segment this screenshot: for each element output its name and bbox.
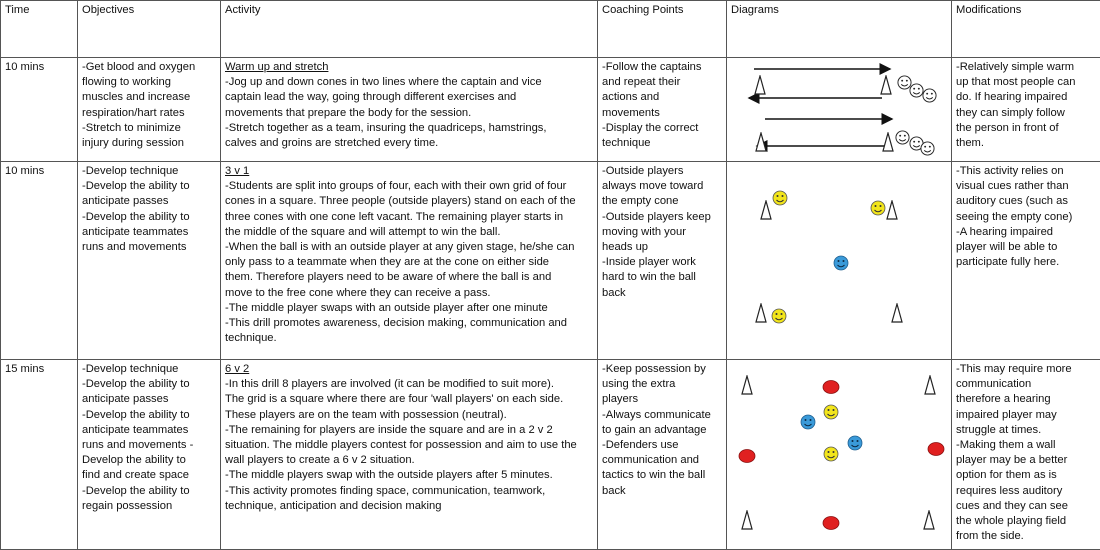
three-v-one-diagram [727, 162, 951, 359]
activity-cell: 3 v 1 -Students are split into groups of four, each with their own grid of four cones in a square. Three people (outside players) stand on each of the three cones with one cone left vacant. The remaining player starts in the middle of the square and will attempt to win the ball. -When the ball is with an outside player at any given stage, he/she can only pass to a teammate when they are at the cone on either side them. Therefore players need to be aware of where the ball is and move to the free cone where they can receive a pass. -The middle player swaps with an outside player after one minute -This drill promotes awareness, decision making, communication and technique. [221, 162, 598, 360]
header-coaching-points: Coaching Points [598, 1, 727, 58]
cone-icon [742, 511, 752, 529]
objectives-cell: -Get blood and oxygen flowing to working muscles and increase respiration/hart rates -Stretch to minimize injury during session [78, 58, 221, 162]
player-smiley-icon [910, 84, 923, 97]
cone-icon [892, 304, 902, 322]
diagram-cell [727, 162, 952, 360]
player-smiley-icon [923, 89, 936, 102]
activity-title: 6 v 2 [225, 363, 250, 375]
time-cell: 10 mins [1, 162, 78, 360]
time-cell: 10 mins [1, 58, 78, 162]
header-objectives: Objectives [78, 1, 221, 58]
player-smiley-icon [921, 142, 934, 155]
objectives-cell: -Develop technique -Develop the ability to anticipate passes -Develop the ability to anticipate teammates runs and movements - Develop the ability to find and create space -Develop the ability to regain possession [78, 360, 221, 550]
header-time: Time [1, 1, 78, 58]
outside-player-icon [871, 201, 885, 215]
wall-player-icon [739, 450, 755, 463]
coaching-points-cell: -Follow the captains and repeat their actions and movements -Display the correct technique [598, 58, 727, 162]
outside-player-icon [772, 309, 786, 323]
cone-icon [883, 133, 893, 151]
cone-icon [756, 133, 766, 151]
header-activity: Activity [221, 1, 598, 58]
diagram-cell [727, 58, 952, 162]
modifications-cell: -This may require more communication therefore a hearing impaired player may struggle at times. -Making them a wall player may be a better option for them as is requires less auditory cues and they can see the whole playing field from the side. [952, 360, 1100, 550]
middle-player-icon [848, 436, 862, 450]
coaching-points-cell: -Outside players always move toward the empty cone -Outside players keep moving with your heads up -Inside player work hard to win the ball back [598, 162, 727, 360]
cone-icon [742, 376, 752, 394]
time-cell: 15 mins [1, 360, 78, 550]
wall-player-icon [823, 381, 839, 394]
activity-cell: 6 v 2 -In this drill 8 players are involved (it can be modified to suit more). The grid is a square where there are four 'wall players' on each side. These players are on the team with possession (neutral). -The remaining for players are inside the square and are in a 2 v 2 situation. The middle players contest for possession and aim to use the wall players to create a 6 v 2 situation. -The middle players swap with the outside players after 5 minutes. -This activity promotes finding space, communication, teamwork, technique, anticipation and decision making [221, 360, 598, 550]
six-v-two-diagram [727, 360, 951, 549]
header-diagrams: Diagrams [727, 1, 952, 58]
cone-icon [925, 376, 935, 394]
middle-player-icon [801, 415, 815, 429]
modifications-cell: -Relatively simple warm up that most people can do. If hearing impaired they can simply follow the person in front of them. [952, 58, 1100, 162]
cone-icon [881, 76, 891, 94]
player-smiley-icon [898, 76, 911, 89]
middle-player-icon [824, 447, 838, 461]
activity-cell: Warm up and stretch -Jog up and down cones in two lines where the captain and vice captain lead the way, going through different exercises and movements that prepare the body for the session. -Stretch together as a team, insuring the quadriceps, hamstrings, calves and groins are stretched every time. [221, 58, 598, 162]
cone-icon [756, 304, 766, 322]
diagram-cell [727, 360, 952, 550]
modifications-cell: -This activity relies on visual cues rather than auditory cues (such as seeing the empty cone) -A hearing impaired player will be able to participate fully here. [952, 162, 1100, 360]
header-modifications: Modifications [952, 1, 1100, 58]
coaching-points-cell: -Keep possession by using the extra players -Always communicate to gain an advantage -Defenders use communication and tactics to win the ball back [598, 360, 727, 550]
cone-icon [887, 201, 897, 219]
activity-title: Warm up and stretch [225, 61, 329, 73]
table-row [1, 162, 1100, 360]
outside-player-icon [773, 191, 787, 205]
cone-icon [761, 201, 771, 219]
cone-icon [755, 76, 765, 94]
wall-player-icon [928, 443, 944, 456]
table-row [1, 58, 1100, 162]
middle-player-icon [834, 256, 848, 270]
wall-player-icon [823, 517, 839, 530]
warmup-diagram [727, 58, 951, 161]
middle-player-icon [824, 405, 838, 419]
player-smiley-icon [896, 131, 909, 144]
header-row [1, 1, 1100, 58]
table-row [1, 360, 1100, 550]
activity-title: 3 v 1 [225, 165, 250, 177]
objectives-cell: -Develop technique -Develop the ability to anticipate passes -Develop the ability to anticipate teammates runs and movements [78, 162, 221, 360]
cone-icon [924, 511, 934, 529]
